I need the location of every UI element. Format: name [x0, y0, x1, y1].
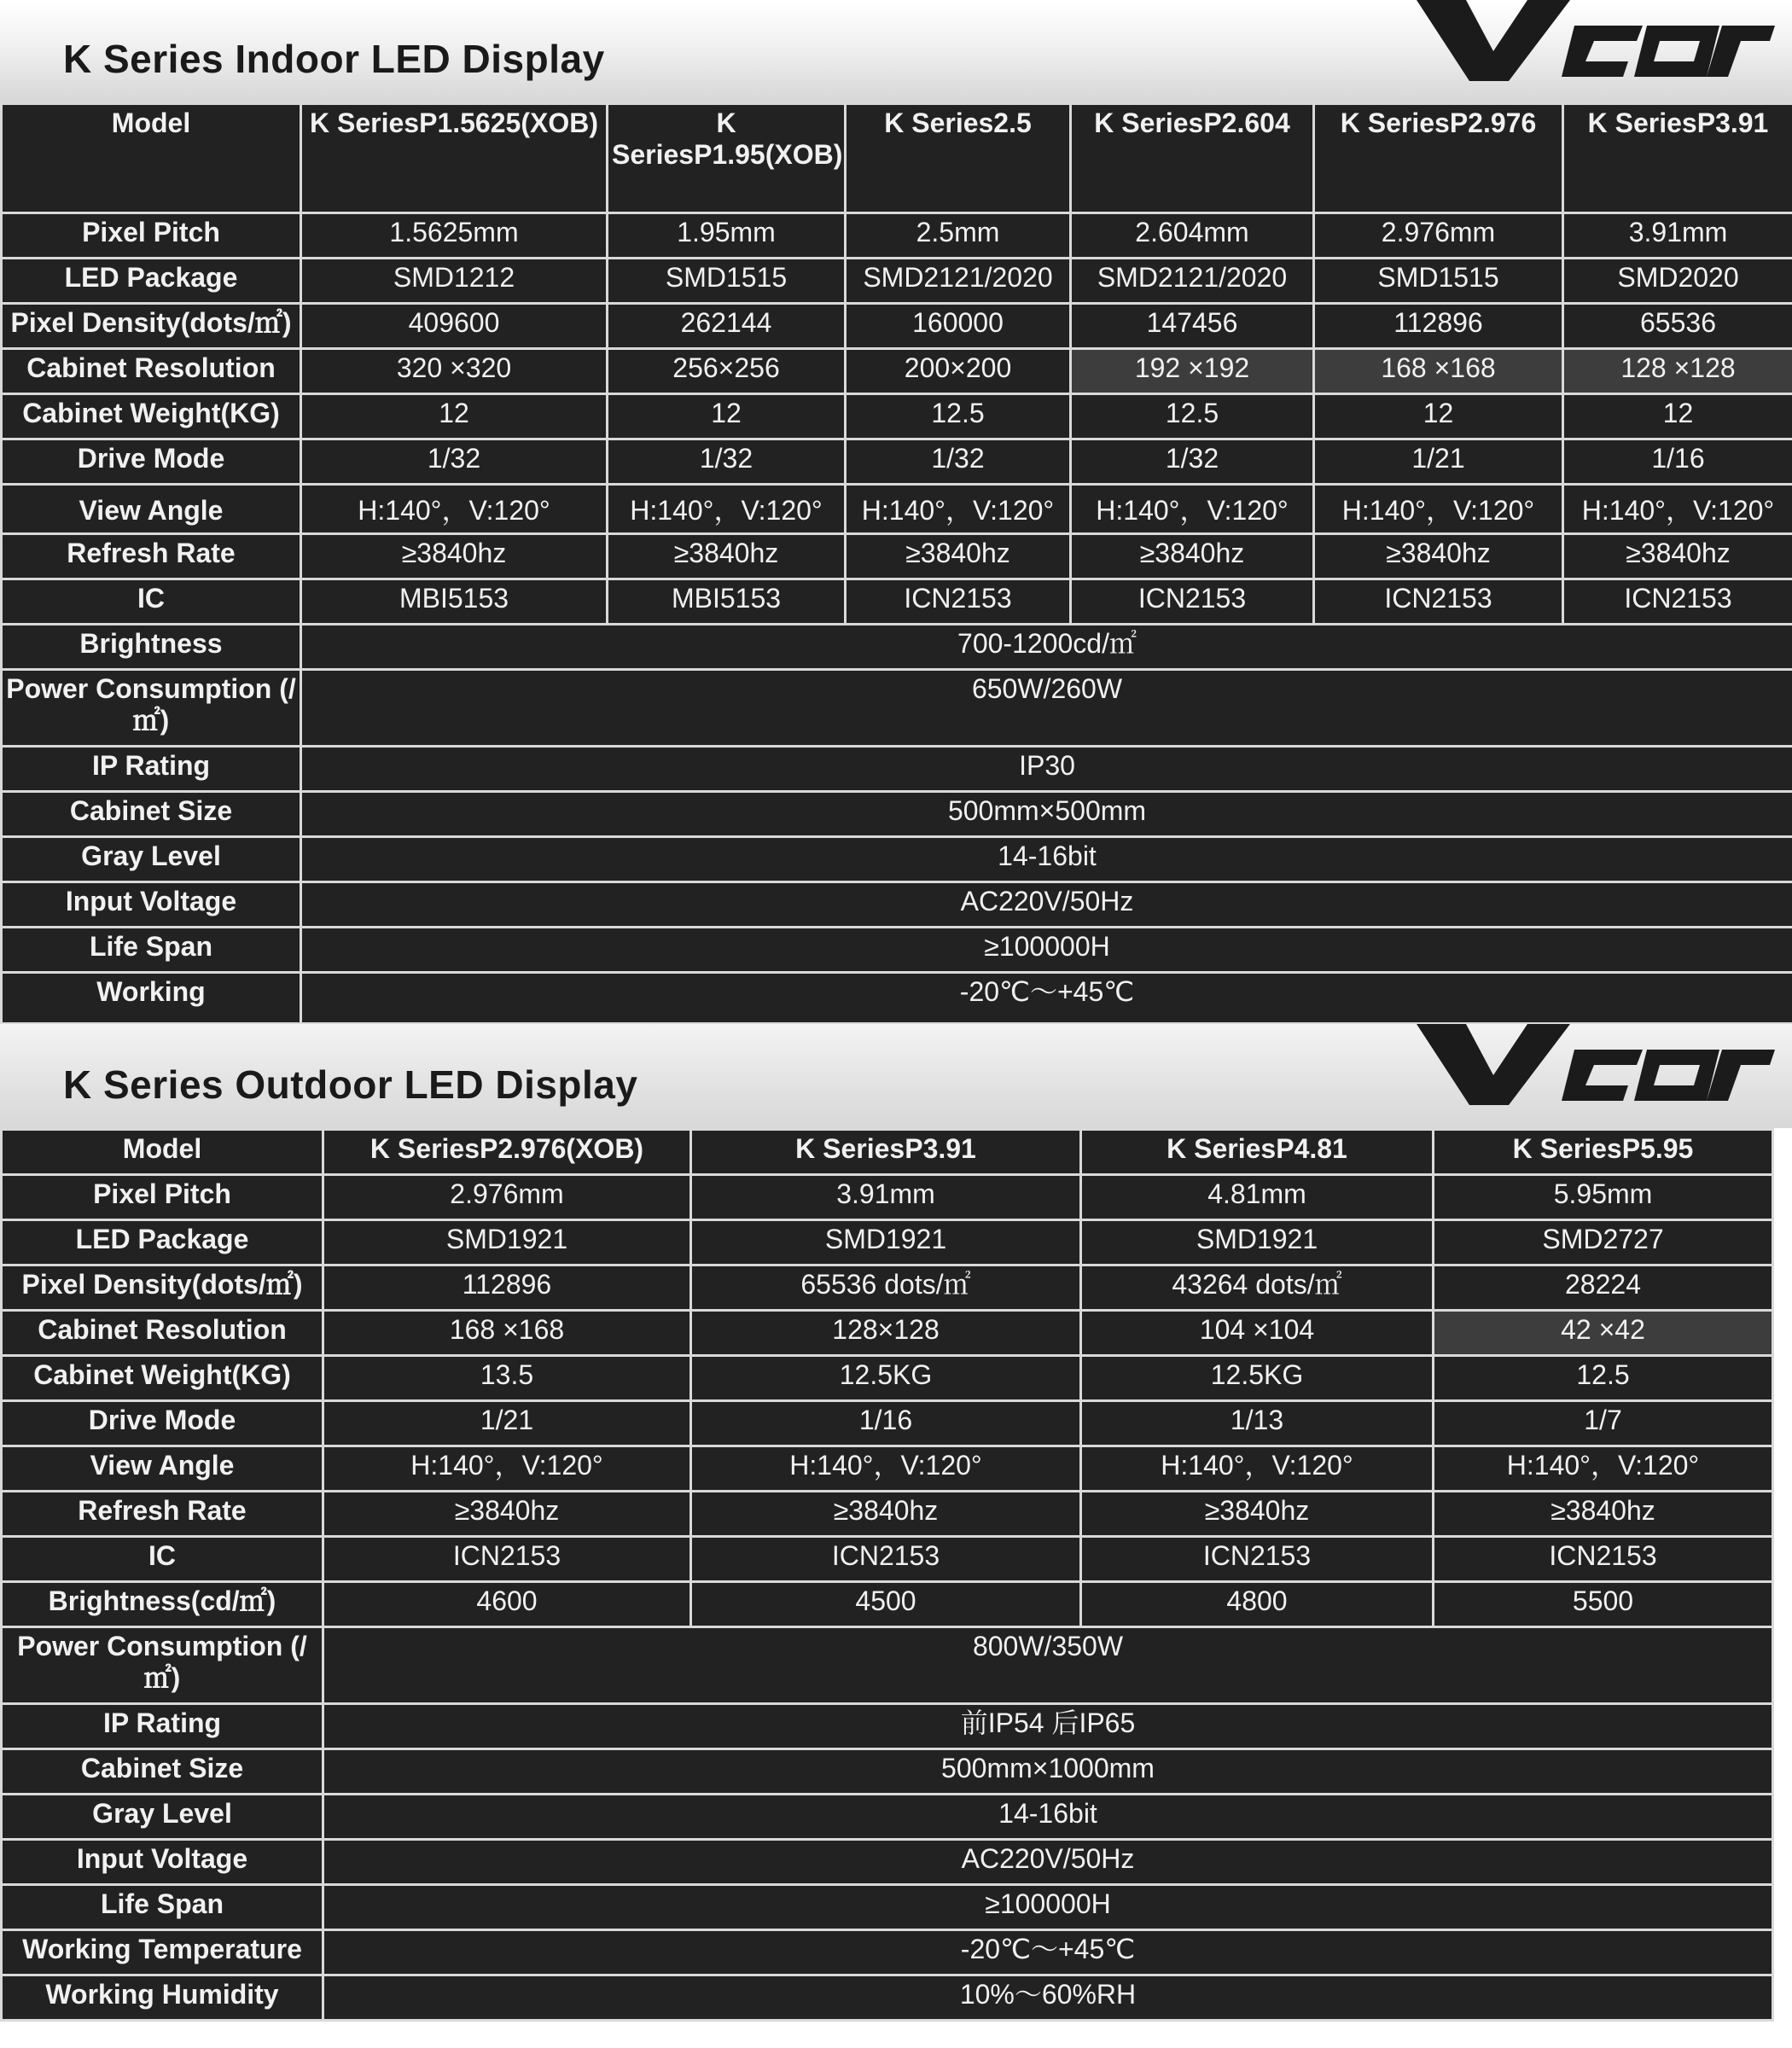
span-cell: ≥100000H	[301, 928, 1792, 973]
span-cell: 650W/260W	[301, 670, 1792, 747]
spec-row	[2, 213, 1792, 259]
span-row	[2, 1627, 1773, 1704]
spec-cell: 65536 dots/㎡	[691, 1265, 1081, 1311]
spec-cell: 12.5	[846, 394, 1071, 439]
row-label: Refresh Rate	[2, 534, 301, 579]
spec-cell: 256×256	[608, 349, 846, 394]
spec-cell: 1/21	[323, 1401, 691, 1446]
spec-cell: ICN2153	[1563, 579, 1792, 625]
spec-cell: SMD2121/2020	[846, 259, 1071, 304]
spec-cell: ≥3840hz	[691, 1492, 1081, 1537]
row-label: Pixel Density(dots/㎡)	[2, 304, 301, 349]
span-row	[2, 670, 1792, 747]
row-label: Cabinet Weight(KG)	[2, 1356, 323, 1401]
span-cell: 10%～60%RH	[323, 1975, 1773, 2021]
row-label: View Angle	[2, 1446, 323, 1492]
spec-cell: 12	[608, 394, 846, 439]
spec-cell: 12.5KG	[1081, 1356, 1434, 1401]
spec-cell: ICN2153	[1314, 579, 1563, 625]
span-cell: 前IP54 后IP65	[323, 1704, 1773, 1749]
span-cell: -20℃～+45℃	[323, 1930, 1773, 1975]
span-row	[2, 837, 1792, 882]
row-label: IP Rating	[2, 1704, 323, 1749]
span-row	[2, 747, 1792, 792]
spec-cell: 168 ×168	[1314, 349, 1563, 394]
row-label: Life Span	[2, 928, 301, 973]
spec-cell: 4600	[323, 1582, 691, 1627]
spec-cell: 65536	[1563, 304, 1792, 349]
spec-cell: 2.5mm	[846, 213, 1071, 259]
row-label: Gray Level	[2, 1795, 323, 1840]
spec-cell: ≥3840hz	[1081, 1492, 1434, 1537]
spec-cell: 3.91mm	[1563, 213, 1792, 259]
row-label: Gray Level	[2, 837, 301, 882]
spec-cell: 4500	[691, 1582, 1081, 1627]
spec-cell: 1/16	[1563, 439, 1792, 485]
spec-cell: ICN2153	[691, 1537, 1081, 1582]
span-cell: 14-16bit	[323, 1795, 1773, 1840]
row-label: Working Humidity	[2, 1975, 323, 2021]
spec-cell: 12	[1563, 394, 1792, 439]
spec-cell: 43264 dots/㎡	[1081, 1265, 1434, 1311]
spec-cell: 4800	[1081, 1582, 1434, 1627]
span-row	[2, 792, 1792, 837]
spec-cell: 104 ×104	[1081, 1311, 1434, 1356]
spec-row	[2, 1265, 1773, 1311]
spec-cell: H:140°，V:120°	[1081, 1446, 1434, 1492]
spec-cell: ICN2153	[1081, 1537, 1434, 1582]
spec-cell: H:140°，V:120°	[1563, 485, 1792, 534]
spec-cell: 112896	[323, 1265, 691, 1311]
spec-cell: MBI5153	[301, 579, 608, 625]
spec-cell: H:140°，V:120°	[608, 485, 846, 534]
spec-row	[2, 1175, 1773, 1220]
spec-cell: ≥3840hz	[608, 534, 846, 579]
spec-cell: SMD2121/2020	[1071, 259, 1314, 304]
span-cell: ≥100000H	[323, 1885, 1773, 1930]
logo-text: Vcore	[1399, 0, 1402, 1]
spec-row	[2, 259, 1792, 304]
spec-cell: ≥3840hz	[1314, 534, 1563, 579]
row-label: Refresh Rate	[2, 1492, 323, 1537]
spec-cell: 12	[301, 394, 608, 439]
spec-cell: ≥3840hz	[1563, 534, 1792, 579]
outdoor-spec-table	[0, 1128, 1774, 2022]
row-label: Pixel Pitch	[2, 213, 301, 259]
outdoor-title: K Series Outdoor LED Display	[63, 1062, 638, 1107]
spec-cell: 160000	[846, 304, 1071, 349]
row-label: IC	[2, 1537, 323, 1582]
span-row	[2, 1704, 1773, 1749]
row-label: Working Temperature	[2, 1930, 323, 1975]
row-label: Cabinet Size	[2, 792, 301, 837]
span-cell: -20℃～+45℃	[301, 973, 1792, 1024]
model-cell: K SeriesP1.95(XOB)	[608, 104, 846, 213]
spec-row	[2, 304, 1792, 349]
spec-cell: SMD2020	[1563, 259, 1792, 304]
spec-cell: H:140°，V:120°	[846, 485, 1071, 534]
spec-cell: 192 ×192	[1071, 349, 1314, 394]
spec-cell: SMD1515	[608, 259, 846, 304]
spec-row	[2, 534, 1792, 579]
spec-row	[2, 485, 1792, 534]
spec-cell: ≥3840hz	[1434, 1492, 1773, 1537]
spec-row	[2, 1446, 1773, 1492]
spec-cell: 1/32	[301, 439, 608, 485]
spec-cell: ≥3840hz	[323, 1492, 691, 1537]
model-cell: K SeriesP3.91	[1563, 104, 1792, 213]
spec-row	[2, 1220, 1773, 1265]
spec-cell: 1/7	[1434, 1401, 1773, 1446]
row-label: LED Package	[2, 259, 301, 304]
spec-row	[2, 349, 1792, 394]
spec-cell: 128×128	[691, 1311, 1081, 1356]
span-cell: IP30	[301, 747, 1792, 792]
spec-cell: 13.5	[323, 1356, 691, 1401]
model-cell: K SeriesP1.5625(XOB)	[301, 104, 608, 213]
row-label: Power Consumption (/㎡)	[2, 1627, 323, 1704]
span-row	[2, 1749, 1773, 1795]
spec-cell: 320 ×320	[301, 349, 608, 394]
row-label: Cabinet Resolution	[2, 1311, 323, 1356]
span-row	[2, 625, 1792, 670]
spec-cell: 1/32	[608, 439, 846, 485]
spec-row	[2, 1311, 1773, 1356]
row-label: Power Consumption (/㎡)	[2, 670, 301, 747]
spec-row	[2, 1582, 1773, 1627]
model-cell: K SeriesP4.81	[1081, 1130, 1434, 1175]
spec-row	[2, 1492, 1773, 1537]
model-cell: K Series2.5	[846, 104, 1071, 213]
span-row	[2, 1795, 1773, 1840]
row-label: Life Span	[2, 1885, 323, 1930]
spec-cell: SMD1515	[1314, 259, 1563, 304]
row-label: View Angle	[2, 485, 301, 534]
spec-cell: ICN2153	[846, 579, 1071, 625]
row-label: Input Voltage	[2, 1840, 323, 1885]
spec-cell: ICN2153	[1434, 1537, 1773, 1582]
model-cell: K SeriesP2.976(XOB)	[323, 1130, 691, 1175]
spec-cell: 1/16	[691, 1401, 1081, 1446]
row-label: Brightness(cd/㎡)	[2, 1582, 323, 1627]
row-label: Cabinet Weight(KG)	[2, 394, 301, 439]
spec-cell: SMD1921	[1081, 1220, 1434, 1265]
spec-cell: 42 ×42	[1434, 1311, 1773, 1356]
spec-cell: 3.91mm	[691, 1175, 1081, 1220]
span-cell: 800W/350W	[323, 1627, 1773, 1704]
span-row	[2, 973, 1792, 1024]
spec-cell: 1.95mm	[608, 213, 846, 259]
spec-cell: ICN2153	[323, 1537, 691, 1582]
spec-cell: 12.5	[1434, 1356, 1773, 1401]
indoor-spec-table	[0, 102, 1792, 1024]
spec-cell: H:140°，V:120°	[301, 485, 608, 534]
spec-cell: 12	[1314, 394, 1563, 439]
row-label: Drive Mode	[2, 1401, 323, 1446]
span-row	[2, 882, 1792, 928]
spec-cell: SMD2727	[1434, 1220, 1773, 1265]
row-label: Cabinet Resolution	[2, 349, 301, 394]
span-cell: 500mm×500mm	[301, 792, 1792, 837]
spec-cell: 128 ×128	[1563, 349, 1792, 394]
spec-cell: 112896	[1314, 304, 1563, 349]
span-cell: AC220V/50Hz	[301, 882, 1792, 928]
spec-cell: SMD1921	[323, 1220, 691, 1265]
spec-cell: 5.95mm	[1434, 1175, 1773, 1220]
spec-cell: 1/32	[1071, 439, 1314, 485]
row-label: IC	[2, 579, 301, 625]
span-row	[2, 1840, 1773, 1885]
model-cell: K SeriesP2.604	[1071, 104, 1314, 213]
spec-cell: ICN2153	[1071, 579, 1314, 625]
spec-row	[2, 1356, 1773, 1401]
spec-cell: H:140°，V:120°	[323, 1446, 691, 1492]
model-cell: K SeriesP5.95	[1434, 1130, 1773, 1175]
model-label: Model	[2, 104, 301, 213]
spec-row	[2, 1537, 1773, 1582]
row-label: Pixel Pitch	[2, 1175, 323, 1220]
spec-cell: 168 ×168	[323, 1311, 691, 1356]
spec-cell: H:140°，V:120°	[1314, 485, 1563, 534]
spec-cell: H:140°，V:120°	[1071, 485, 1314, 534]
vcore-logo	[1399, 0, 1792, 85]
spec-cell: 12.5KG	[691, 1356, 1081, 1401]
spec-cell: 2.604mm	[1071, 213, 1314, 259]
spec-row	[2, 1401, 1773, 1446]
row-label: Working	[2, 973, 301, 1024]
spec-cell: 2.976mm	[1314, 213, 1563, 259]
span-cell: 500mm×1000mm	[323, 1749, 1773, 1795]
spec-cell: SMD1212	[301, 259, 608, 304]
spec-cell: 12.5	[1071, 394, 1314, 439]
spec-row	[2, 579, 1792, 625]
outdoor-header-row	[2, 1130, 1773, 1175]
spec-cell: 1.5625mm	[301, 213, 608, 259]
row-label: Input Voltage	[2, 882, 301, 928]
model-label: Model	[2, 1130, 323, 1175]
span-row	[2, 1885, 1773, 1930]
spec-cell: 147456	[1071, 304, 1314, 349]
model-cell: K SeriesP2.976	[1314, 104, 1563, 213]
spec-cell: 262144	[608, 304, 846, 349]
span-cell: 700-1200cd/㎡	[301, 625, 1792, 670]
spec-cell: ≥3840hz	[846, 534, 1071, 579]
spec-row	[2, 439, 1792, 485]
span-cell: AC220V/50Hz	[323, 1840, 1773, 1885]
spec-cell: 1/32	[846, 439, 1071, 485]
row-label: Cabinet Size	[2, 1749, 323, 1795]
spec-cell: ≥3840hz	[301, 534, 608, 579]
spec-cell: 1/13	[1081, 1401, 1434, 1446]
spec-cell: H:140°，V:120°	[691, 1446, 1081, 1492]
row-label: Brightness	[2, 625, 301, 670]
spec-cell: ≥3840hz	[1071, 534, 1314, 579]
spec-cell: 5500	[1434, 1582, 1773, 1627]
spec-cell: 409600	[301, 304, 608, 349]
spec-cell: 4.81mm	[1081, 1175, 1434, 1220]
row-label: LED Package	[2, 1220, 323, 1265]
spec-cell: 1/21	[1314, 439, 1563, 485]
outdoor-section	[0, 1024, 1792, 2048]
span-row	[2, 1930, 1773, 1975]
indoor-header-row	[2, 104, 1792, 213]
span-cell: 14-16bit	[301, 837, 1792, 882]
model-cell: K SeriesP3.91	[691, 1130, 1081, 1175]
vcore-logo	[1399, 1024, 1792, 1109]
span-row	[2, 1975, 1773, 2021]
spec-cell: 200×200	[846, 349, 1071, 394]
row-label: IP Rating	[2, 747, 301, 792]
span-row	[2, 928, 1792, 973]
spec-row	[2, 394, 1792, 439]
row-label: Pixel Density(dots/㎡)	[2, 1265, 323, 1311]
spec-cell: SMD1921	[691, 1220, 1081, 1265]
spec-cell: H:140°，V:120°	[1434, 1446, 1773, 1492]
spec-cell: MBI5153	[608, 579, 846, 625]
indoor-title: K Series Indoor LED Display	[63, 37, 605, 81]
spec-cell: 28224	[1434, 1265, 1773, 1311]
row-label: Drive Mode	[2, 439, 301, 485]
spec-cell: 2.976mm	[323, 1175, 691, 1220]
